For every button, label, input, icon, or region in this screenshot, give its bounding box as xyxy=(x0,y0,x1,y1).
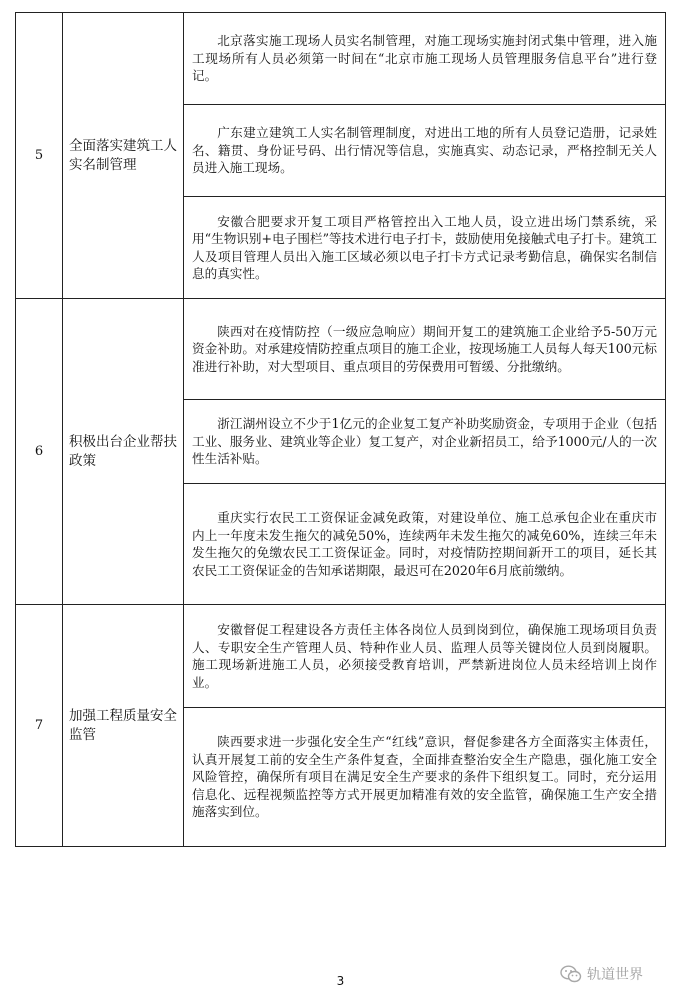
policy-table xyxy=(15,12,666,847)
item-text: 陕西对在疫情防控（一级应急响应）期间开复工的建筑施工企业给予5-50万元资金补助。对承建疫情防控重点项目的施工企业，按现场施工人员每人每天100元标准进行补助，对大型项目、重点项目的劳保费用可暂缓、分批缴纳。 xyxy=(184,299,665,400)
row-title: 全面落实建筑工人实名制管理 xyxy=(63,13,184,299)
item-text: 陕西要求进一步强化安全生产“红线”意识，督促参建各方全面落实主体责任，认真开展复工前的安全生产条件复查，全面排查整治安全生产隐患，强化施工安全风险管控，确保所有项目在满足安全生产要求的条件下组织复工。同时，充分运用信息化、远程视频监控等方式开展更加精准有效的安全监管，确保施工生产安全措施落实到位。 xyxy=(192,734,657,820)
item-text: 广东建立建筑工人实名制管理制度，对进出工地的所有人员登记造册，记录姓名、籍贯、身份证号码、出行情况等信息，实施真实、动态记录，严格控制无关人员进入施工现场。 xyxy=(184,105,665,197)
table-row xyxy=(16,299,666,605)
table-row xyxy=(16,13,666,299)
row-title: 积极出台企业帮扶政策 xyxy=(63,299,184,605)
watermark xyxy=(560,964,643,984)
item-text: 安徽督促工程建设各方责任主体各岗位人员到岗到位，确保施工现场项目负责人、专职安全生产管理人员、特种作业人员、监理人员等关键岗位人员到岗履职。施工现场新进施工人员，必须接受教育培训，严禁新进岗位人员未经培训上岗作业。 xyxy=(184,605,665,708)
row-number: 5 xyxy=(16,13,63,299)
row-items xyxy=(184,299,666,605)
item-text: 浙江湖州设立不少于1亿元的企业复工复产补助奖励资金，专项用于企业（包括工业、服务业、建筑业等企业）复工复产，对企业新招员工，给予1000元/人的一次性生活补贴。 xyxy=(184,400,665,484)
item-text: 重庆实行农民工工资保证金减免政策，对建设单位、施工总承包企业在重庆市内上一年度未发生拖欠的减免50%，连续两年未发生拖欠的减免60%，连续三年未发生拖欠的免缴农民工工资保证金。同时，对疫情防控期间新开工的项目，延长其农民工工资保证金的告知承诺期限，最迟可在2020年6月底前缴纳。 xyxy=(192,510,657,578)
wechat-icon xyxy=(560,965,582,983)
item-text: 北京落实施工现场人员实名制管理，对施工现场实施封闭式集中管理，进入施工现场所有人员必须第一时间在“北京市施工现场人员管理服务信息平台”进行登记。 xyxy=(184,13,665,105)
item-text: 安徽合肥要求开复工项目严格管控出入工地人员，设立进出场门禁系统，采用“生物识别+电子围栏”等技术进行电子打卡，鼓励使用免接触式电子打卡。建筑工人及项目管理人员出入施工区域必须以电子打卡方式记录考勤信息，确保实名制信息的真实性。 xyxy=(192,213,657,281)
watermark-text: 轨道世界 xyxy=(587,967,643,983)
page-number: 3 xyxy=(336,974,345,988)
row-number: 6 xyxy=(16,299,63,605)
row-items xyxy=(184,13,666,299)
row-title: 加强工程质量安全监管 xyxy=(63,605,184,847)
table-row xyxy=(16,605,666,847)
row-items xyxy=(184,605,666,847)
row-number: 7 xyxy=(16,605,63,847)
